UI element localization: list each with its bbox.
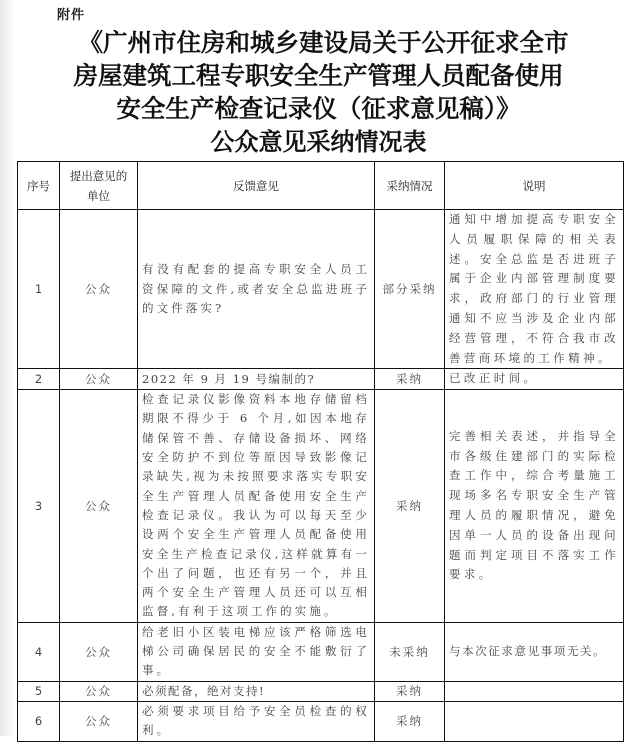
table-header-row: [18, 162, 624, 210]
row-unit: 公众: [60, 390, 138, 623]
row-unit: 公众: [60, 701, 138, 741]
row-status: 部分采纳: [375, 210, 445, 369]
row-no: 1: [18, 210, 60, 369]
row-feedback: 2022 年 9 月 19 号编制的?: [138, 369, 375, 390]
header-unit-line-1: 提出意见的: [69, 168, 128, 183]
row-note: 与本次征求意见事项无关。: [445, 622, 624, 681]
header-unit-line-2: 单位: [87, 188, 110, 203]
document-title: [0, 26, 637, 158]
title-line-3: 安全生产检查记录仪（征求意见稿）》: [116, 94, 521, 123]
table-row: [18, 210, 624, 369]
table-row: [18, 369, 624, 390]
row-note: 完善相关表述，并指导全市各级住建部门的实际检查工作中，综合考量施工现场多名专职安全生产管理人员的履职情况，避免因单一人员的设备出现问题而判定项目不落实工作要求。: [445, 390, 624, 623]
row-unit: 公众: [60, 681, 138, 701]
row-note: [445, 681, 624, 701]
row-no: 4: [18, 622, 60, 681]
header-status: 采纳情况: [375, 162, 445, 210]
row-status: 采纳: [375, 369, 445, 390]
table-row: [18, 390, 624, 623]
header-feedback: 反馈意见: [138, 162, 375, 210]
table-row: [18, 681, 624, 701]
row-unit: 公众: [60, 622, 138, 681]
row-feedback: 有没有配套的提高专职安全人员工资保障的文件,或者安全总监进班子的文件落实?: [138, 210, 375, 369]
row-no: 6: [18, 701, 60, 741]
row-feedback: 检查记录仪影像资料本地存储留档期限不得少于 6 个月,如因本地存储保管不善、存储设备损坏、网络安全防护不到位等原因导致影像记录缺失,视为未按照要求落实专职安全生产管理人员配备使用安全生产检查记录仪。我认为可以每天至少设两个安全生产管理人员配备使用安全生产检查记录仪,这样就算有一个出了问题，也还有另一个，并且两个安全生产管理人员还可以互相监督,有利于这项工作的实施。: [138, 390, 375, 623]
row-no: 3: [18, 390, 60, 623]
row-no: 5: [18, 681, 60, 701]
row-feedback: 必须要求项目给予安全员检查的权利。: [138, 701, 375, 741]
row-note: 已改正时间。: [445, 369, 624, 390]
attachment-label: 附件: [57, 8, 86, 23]
table-row: [18, 701, 624, 741]
header-note: 说明: [445, 162, 624, 210]
title-line-2: 房屋建筑工程专职安全生产管理人员配备使用: [73, 61, 564, 90]
row-feedback: 给老旧小区装电梯应该严格筛选电梯公司确保居民的安全不能敷衍了事。: [138, 622, 375, 681]
row-unit: 公众: [60, 210, 138, 369]
row-unit: 公众: [60, 369, 138, 390]
row-no: 2: [18, 369, 60, 390]
row-status: 采纳: [375, 701, 445, 741]
title-line-4: 公众意见采纳情况表: [210, 127, 427, 156]
header-unit: [60, 162, 138, 210]
row-note: 通知中增加提高专职安全人员履职保障的相关表述。安全总监是否进班子属于企业内部管理制度要求，政府部门的行业管理通知不应当涉及企业内部经营管理，不符合我市改善营商环境的工作精神。: [445, 210, 624, 369]
row-status: 未采纳: [375, 622, 445, 681]
opinion-adoption-table: [17, 161, 624, 742]
header-no: 序号: [18, 162, 60, 210]
row-status: 采纳: [375, 681, 445, 701]
title-line-1: 《广州市住房和城乡建设局关于公开征求全市: [78, 28, 569, 57]
row-status: 采纳: [375, 390, 445, 623]
table-row: [18, 622, 624, 681]
row-note: [445, 701, 624, 741]
row-feedback: 必须配备，绝对支持!: [138, 681, 375, 701]
